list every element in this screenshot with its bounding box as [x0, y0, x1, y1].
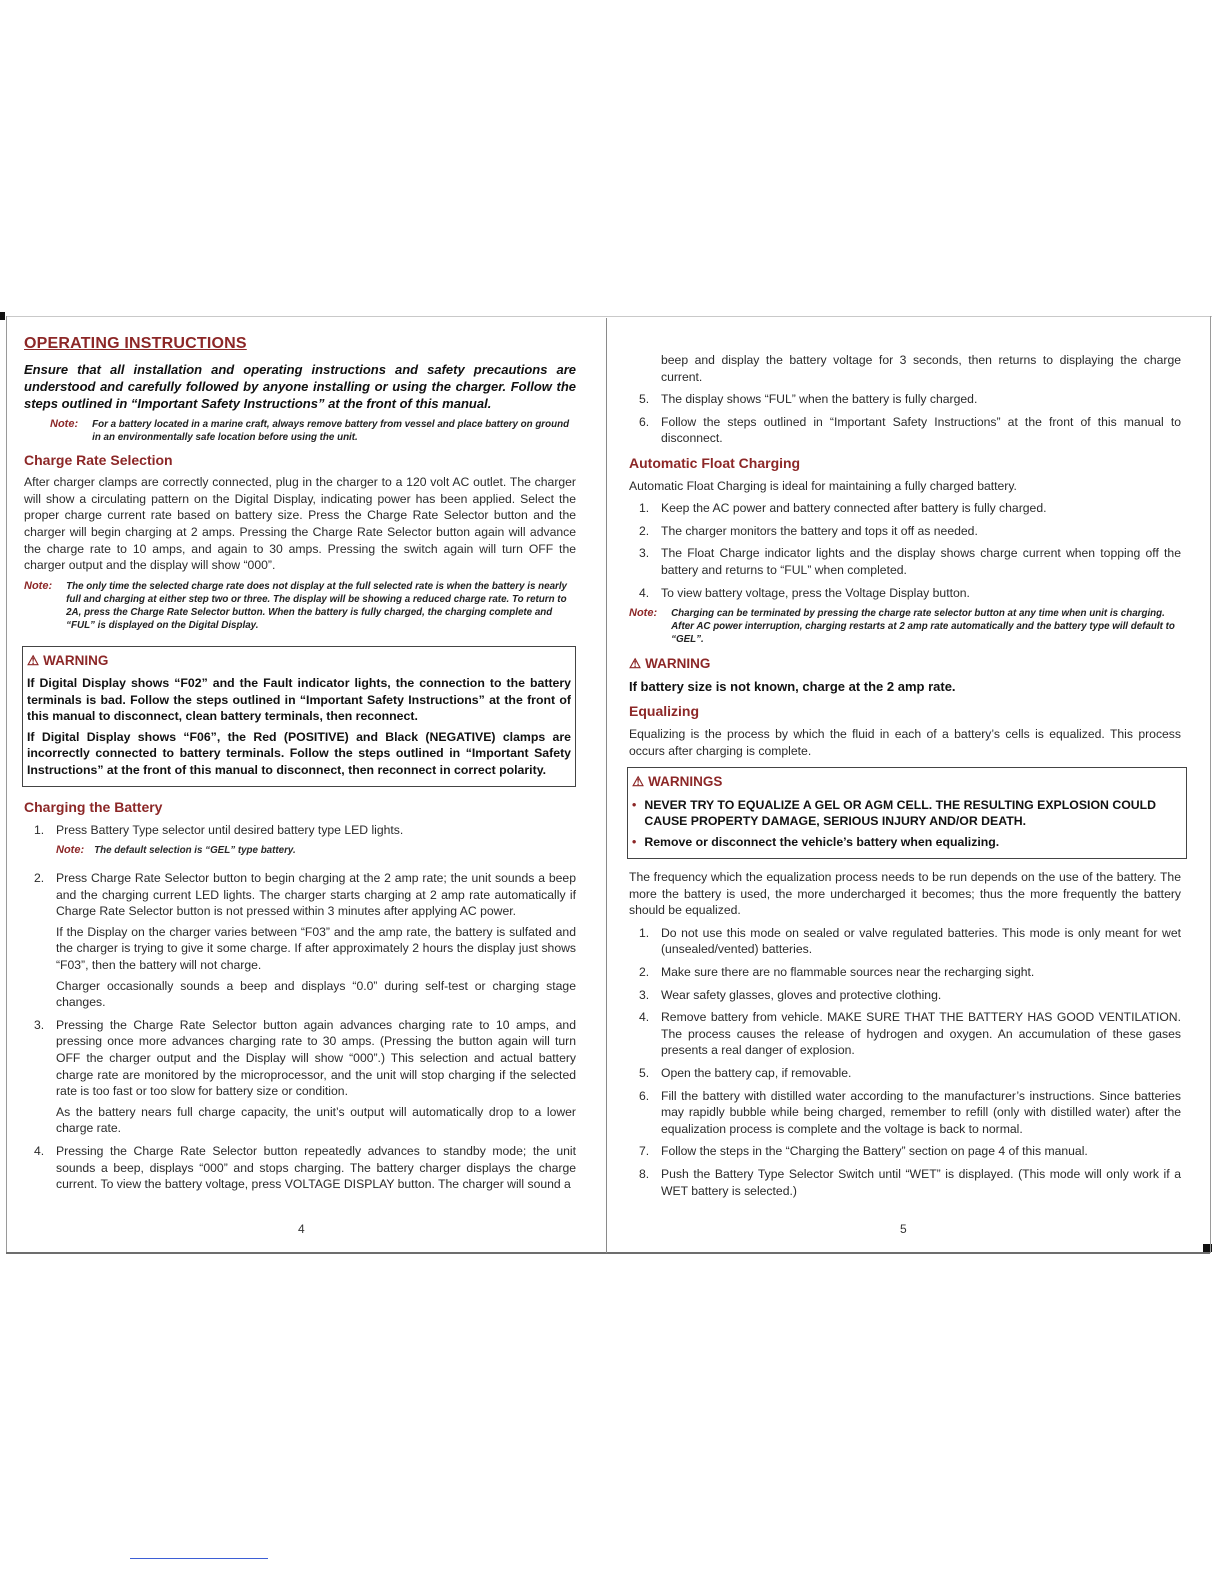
float-steps — [629, 500, 1181, 601]
warning-text: If battery size is not known, charge at the 2 amp rate. — [629, 678, 956, 694]
list-item — [629, 1009, 1181, 1059]
equalizing-intro: Equalizing is the process by which the fluid in each of a battery’s cells is equalized. This process occurs after charging is complete. — [629, 726, 1181, 758]
list-item — [24, 1143, 576, 1193]
step-number: 5. — [639, 1066, 650, 1081]
charge-rate-note — [24, 580, 576, 632]
lead-paragraph: Ensure that all installation and operating instructions and safety precautions are understood and carefully followed by anyone installing or using the charger. Follow the steps outlined in “Important Safety Instructions” at the front of this manual. — [24, 361, 576, 411]
list-item — [629, 523, 1181, 540]
step-text: Push the Battery Type Selector Switch until “WET” is displayed. (This mode will only work if a WET battery is selected.) — [661, 1167, 1181, 1198]
warning-bullet: • NEVER TRY TO EQUALIZE A GEL OR AGM CELL. THE RESULTING EXPLOSION COULD CAUSE PROPERTY DAMAGE, SERIOUS INJURY AND/OR DEATH. — [632, 797, 1157, 829]
note-text: For a battery located in a marine craft, always remove battery from vessel and place battery on ground in an environmentally safe location before using the unit. — [92, 418, 570, 443]
step-number: 1. — [639, 501, 650, 516]
step-number: 3. — [639, 546, 650, 561]
step-text: Follow the steps in the “Charging the Battery” section on page 4 of this manual. — [661, 1144, 1088, 1159]
bullet-icon: • — [632, 834, 637, 849]
page-number: 4 — [298, 1222, 305, 1236]
left-page — [24, 336, 576, 1199]
list-item — [24, 870, 576, 1011]
list-item — [629, 925, 1181, 958]
step-number: 2. — [34, 871, 45, 886]
step-text: Press Battery Type selector until desired battery type LED lights. — [56, 822, 404, 837]
scan-mark — [0, 312, 5, 320]
page-number: 5 — [900, 1222, 907, 1236]
float-note: Note: Charging can be terminated by pressing the charge rate selector button at any time when unit is charging. After AC power interruption, charging restarts at 2 amp rate automatically and the battery type will default to “GEL”. — [629, 607, 1175, 646]
list-item — [24, 822, 576, 864]
step-text: Make sure there are no flammable sources near the recharging sight. — [661, 965, 1035, 980]
step-subtext: As the battery nears full charge capacity, the unit’s output will automatically drop to a lower charge rate. — [56, 1104, 576, 1136]
step-text: The Float Charge indicator lights and the display shows charge current when topping off the battery and returns to “FUL” when completed. — [661, 546, 1181, 577]
warning-bullet: • Remove or disconnect the vehicle’s battery when equalizing. — [632, 834, 1000, 849]
step-number: 3. — [34, 1017, 45, 1032]
warning-title: ⚠ WARNING — [629, 656, 711, 672]
step-number: 2. — [639, 965, 650, 980]
list-item — [24, 1017, 576, 1137]
footer-underline — [130, 1558, 268, 1559]
step-number: 1. — [34, 822, 45, 837]
list-item — [629, 500, 1181, 517]
warning-triangle-icon: ⚠ — [632, 774, 645, 790]
step-number: 6. — [639, 1088, 650, 1103]
step-number: 2. — [639, 523, 650, 538]
list-item — [629, 987, 1181, 1004]
step-number: 7. — [639, 1144, 650, 1159]
list-item — [629, 545, 1181, 578]
step-subtext: Charger occasionally sounds a beep and displays “0.0” during self-test or charging stage changes. — [56, 978, 576, 1010]
warning-text: If Digital Display shows “F06”, the Red (POSITIVE) and Black (NEGATIVE) clamps are incorrectly connected to battery terminals. Follow the steps outlined in “Important Safety Instructions” at the front of this manual to disconnect, then reconnect in correct polarity. — [27, 729, 571, 777]
note-text: The only time the selected charge rate does not display at the full selected rate is when the battery is nearly full and charging at either step two or three. The display will be showing a reduced charge rate. To return to 2A, press the Charge Rate Selector button. When the battery is fully charged, the charging complete and “FUL” is displayed on the Digital Display. — [66, 580, 567, 631]
step-text: Pressing the Charge Rate Selector button repeatedly advances to standby mode; the unit sounds a beep, displays “000” and stops charging. The battery charger displays the charge current. To view the battery voltage, press VOLTAGE DISPLAY button. The charger will sound a — [56, 1143, 576, 1192]
equalizing-steps — [629, 925, 1181, 1199]
section-heading: OPERATING INSTRUCTIONS — [24, 335, 247, 352]
charging-steps — [24, 822, 576, 1193]
float-heading: Automatic Float Charging — [629, 454, 801, 471]
step-text: To view battery voltage, press the Voltage Display button. — [661, 585, 970, 600]
list-item — [629, 964, 1181, 981]
warning-title: ⚠ WARNING — [27, 652, 109, 668]
page-edge — [6, 316, 7, 1253]
list-item: 5. The display shows “FUL” when the battery is fully charged. — [639, 392, 978, 407]
warning-box — [22, 646, 576, 788]
list-item — [629, 1166, 1181, 1199]
list-item: 6. Follow the steps outlined in “Important Safety Instructions” at the front of this manual to disconnect. — [639, 414, 1181, 446]
equalizing-heading: Equalizing — [629, 703, 699, 720]
float-intro: Automatic Float Charging is ideal for maintaining a fully charged battery. — [629, 478, 1017, 493]
frequency-text: The frequency which the equalization process needs to be run depends on the use of the battery. The more the battery is used, the more undercharged it becomes; thus the more frequently the battery should be equalized. — [629, 870, 1181, 918]
step-text: Pressing the Charge Rate Selector button again advances charging rate to 10 amps, and pressing once more advances charging rate to 30 amps. (Pressing the button again will turn OFF the charger output and the Display will show “000”.) This selection and actual battery charge rate are monitored by the microprocessor, and the unit will stop charging if the selected rate is too fast or too slow for battery size or condition. — [56, 1017, 576, 1099]
list-item — [629, 1143, 1181, 1160]
charging-steps-cont — [629, 391, 1181, 447]
list-item — [629, 585, 1181, 602]
step-text: Press Charge Rate Selector button to begin charging at the 2 amp rate; the unit sounds a beep and the charging current LED lights. The charger starts charging at 2 amp rate automatically if Charge Rate Selector button is not pressed within 3 minutes after applying AC power. — [56, 871, 576, 919]
list-item — [629, 1088, 1181, 1138]
right-page — [629, 352, 1181, 1205]
charging-heading: Charging the Battery — [24, 799, 163, 816]
warning-text: If Digital Display shows “F02” and the Fault indicator lights, the connection to the battery terminals is bad. Follow the steps outlined in “Important Safety Instructions” at the front of this manual to disconnect, clean battery terminals, then reconnect. — [27, 676, 571, 724]
warning-triangle-icon: ⚠ — [27, 652, 40, 668]
step-text: Open the battery cap, if removable. — [661, 1066, 852, 1081]
step-text: Fill the battery with distilled water according to the manufacturer’s instructions. Since batteries may rapidly bubble while being charged, remember to refill (only with distilled water) after the equalization process is complete and the voltage is back to normal. — [661, 1088, 1181, 1136]
step-note: Note: The default selection is “GEL” type battery. — [56, 844, 296, 857]
step-number: 4. — [639, 1010, 650, 1025]
warnings-box — [627, 767, 1187, 859]
page-edge — [6, 316, 1212, 317]
page-edge — [1210, 316, 1211, 1253]
bullet-icon: • — [632, 797, 637, 812]
step-continuation: beep and display the battery voltage for 3 seconds, then returns to displaying the charge current. — [661, 353, 1181, 384]
step-number: 8. — [639, 1167, 650, 1181]
step-number: 3. — [639, 987, 650, 1002]
warning-triangle-icon: ⚠ — [629, 656, 642, 672]
marine-note — [50, 418, 576, 444]
list-item — [629, 1065, 1181, 1082]
warnings-title: ⚠ WARNINGS — [632, 774, 723, 790]
step-text: Do not use this mode on sealed or valve regulated batteries. This mode is only meant for wet (unsealed/vented) batteries. — [661, 925, 1181, 957]
step-text: Remove battery from vehicle. MAKE SURE THAT THE BATTERY HAS GOOD VENTILATION. The process causes the release of hydrogen and oxygen. An accumulation of these gases presents a real danger of explosion. — [661, 1010, 1181, 1058]
step-subtext: If the Display on the charger varies between “F03” and the amp rate, the battery is sulfated and the charger is trying to give it some charge. If after approximately 2 hours the display just shows “F03”, then the battery will not charge. — [56, 924, 576, 972]
page-edge — [6, 1252, 1210, 1254]
step-number: 4. — [639, 585, 650, 600]
step-number: 4. — [34, 1143, 45, 1158]
step-number: 1. — [639, 925, 650, 940]
charge-rate-heading: Charge Rate Selection — [24, 451, 173, 468]
step-text: Wear safety glasses, gloves and protective clothing. — [661, 987, 942, 1002]
note-label: Note: — [24, 579, 53, 592]
note-label: Note: — [50, 417, 79, 430]
page-divider — [606, 318, 607, 1253]
step-text: The charger monitors the battery and tops it off as needed. — [661, 523, 978, 538]
step-text: Keep the AC power and battery connected after battery is fully charged. — [661, 501, 1047, 516]
charge-rate-text: After charger clamps are correctly connected, plug in the charger to a 120 volt AC outlet. The charger will show a circulating pattern on the Digital Display, indicating power has been applied. Select the proper charge current rate based on battery size. Press the Charge Rate Selector button and the charger will begin charging at 2 amps. Pressing the Charge Rate Selector button again will advance the charge rate to 10 amps, and again to 30 amps. Pressing the switch again will turn OFF the charger output and the display will show “000”. — [24, 475, 576, 573]
